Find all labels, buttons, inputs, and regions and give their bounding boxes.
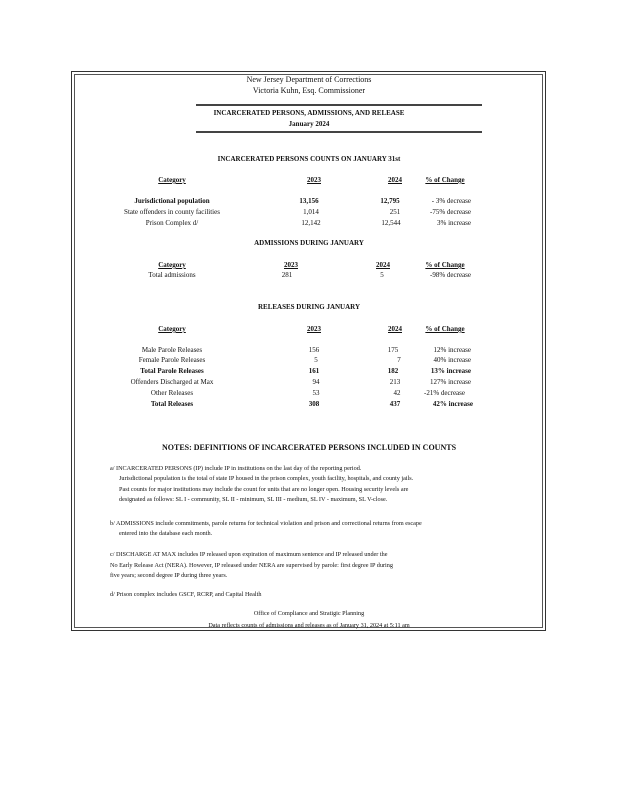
counts-header-change: % of Change	[425, 176, 465, 184]
note-a-line: Past counts for major institutions may include the count for units that are no longer open. Housing security levels are	[119, 486, 409, 493]
note-b-line: entered into the database each month.	[119, 530, 213, 537]
department-name: New Jersey Department of Corrections	[246, 75, 372, 84]
counts-row-change: -75% decrease	[429, 208, 471, 216]
admissions-section-title: ADMISSIONS DURING JANUARY	[254, 239, 364, 247]
counts-header-2024: 2024	[388, 176, 402, 184]
releases-row-2024: 182	[387, 367, 399, 375]
report-period: January 2024	[288, 120, 330, 128]
counts-row-2024: 12,795	[380, 197, 400, 205]
releases-row-category: Total Releases	[150, 400, 194, 408]
admissions-header-change: % of Change	[425, 261, 465, 269]
releases-row-2024: 437	[389, 400, 401, 408]
counts-header-category: Category	[158, 176, 186, 184]
counts-row-category: Jurisdictional population	[134, 197, 210, 205]
note-c-line: No Early Release Act (NERA). However, IP released under NERA are supervised by parole: first degree IP during	[110, 562, 393, 569]
releases-row-category: Offenders Discharged at Max	[130, 378, 214, 386]
releases-row-2024: 7	[397, 356, 401, 364]
releases-header-change: % of Change	[425, 325, 465, 333]
releases-row-category: Female Parole Releases	[138, 356, 206, 364]
notes-title: NOTES: DEFINITIONS OF INCARCERATED PERSONS INCLUDED IN COUNTS	[161, 443, 457, 452]
releases-row-category: Other Releases	[150, 389, 194, 397]
note-d-line: d/ Prison complex includes GSCF, RCRP, and Capital Health	[110, 591, 262, 598]
releases-row-2023: 53	[312, 389, 320, 397]
admissions-row-category: Total admissions	[148, 271, 196, 279]
counts-row-change: - 3% decrease	[431, 197, 471, 205]
releases-row-2024: 42	[393, 389, 401, 397]
releases-row-2024: 175	[387, 346, 399, 354]
releases-row-category: Male Parole Releases	[141, 346, 203, 354]
counts-section-title: INCARCERATED PERSONS COUNTS ON JANUARY 31st	[217, 155, 401, 163]
releases-header-2023: 2023	[307, 325, 321, 333]
admissions-header-2023: 2023	[284, 261, 298, 269]
releases-row-2023: 156	[308, 346, 320, 354]
releases-row-change: 42% increase	[432, 400, 473, 408]
counts-row-2023: 12,142	[301, 219, 321, 227]
counts-row-category: State offenders in county facilities	[124, 208, 220, 216]
note-a-line: Jurisdictional population is the total of state IP housed in the prison complex, youth facility, hospitals, and county jails.	[119, 475, 414, 482]
admissions-row-change: -98% decrease	[429, 271, 471, 279]
counts-row-category: Prison Complex d/	[145, 219, 199, 227]
footer-data-note: Data reflects counts of admissions and releases as of January 31, 2024 at 5:11 am	[208, 622, 410, 629]
releases-row-2023: 308	[308, 400, 320, 408]
commissioner-name: Victoria Kuhn, Esq. Commissioner	[252, 86, 366, 95]
releases-row-change: 127% increase	[429, 378, 471, 386]
releases-row-2023: 5	[314, 356, 318, 364]
releases-row-change: 40% increase	[433, 356, 471, 364]
counts-row-2024: 251	[389, 208, 401, 216]
releases-header-category: Category	[158, 325, 186, 333]
admissions-header-2024: 2024	[376, 261, 390, 269]
counts-row-2023: 1,014	[303, 208, 319, 216]
admissions-row-2023: 281	[281, 271, 293, 279]
releases-row-change: 12% increase	[433, 346, 471, 354]
note-b-line: b/ ADMISSIONS include commitments, parole returns for technical violation and prison and correctional returns from escape	[110, 520, 422, 527]
admissions-header-category: Category	[158, 261, 186, 269]
report-title: INCARCERATED PERSONS, ADMISSIONS, AND RELEASE	[213, 109, 405, 117]
releases-row-2023: 161	[308, 367, 320, 375]
header-rule-bottom	[196, 131, 482, 133]
admissions-row-2024: 5	[380, 271, 384, 279]
header-rule-top	[196, 104, 482, 106]
counts-row-change: 3% increase	[436, 219, 471, 227]
counts-row-2024: 12,544	[381, 219, 401, 227]
releases-section-title: RELEASES DURING JANUARY	[257, 303, 361, 311]
releases-row-change: 13% increase	[430, 367, 471, 375]
footer-office: Office of Compliance and Stratigic Planning	[253, 610, 365, 617]
note-c-line: c/ DISCHARGE AT MAX includes IP released upon expiration of maximum sentence and IP released under the	[110, 551, 388, 558]
releases-row-2024: 213	[389, 378, 401, 386]
counts-header-2023: 2023	[307, 176, 321, 184]
releases-header-2024: 2024	[388, 325, 402, 333]
note-a-line: a/ INCARCERATED PERSONS (IP) include IP in institutions on the last day of the reporting period.	[110, 465, 362, 472]
releases-row-2023: 94	[312, 378, 320, 386]
counts-row-2023: 13,156	[299, 197, 319, 205]
releases-row-category: Total Parole Releases	[140, 367, 204, 375]
note-a-line: designated as follows: SL I - community, SL II - minimum, SL III - medium, SL IV - maximum, SL V-close.	[119, 496, 388, 503]
note-c-line: five years; second degree IP during three years.	[110, 572, 228, 579]
releases-row-change: -21% decrease	[423, 389, 465, 397]
